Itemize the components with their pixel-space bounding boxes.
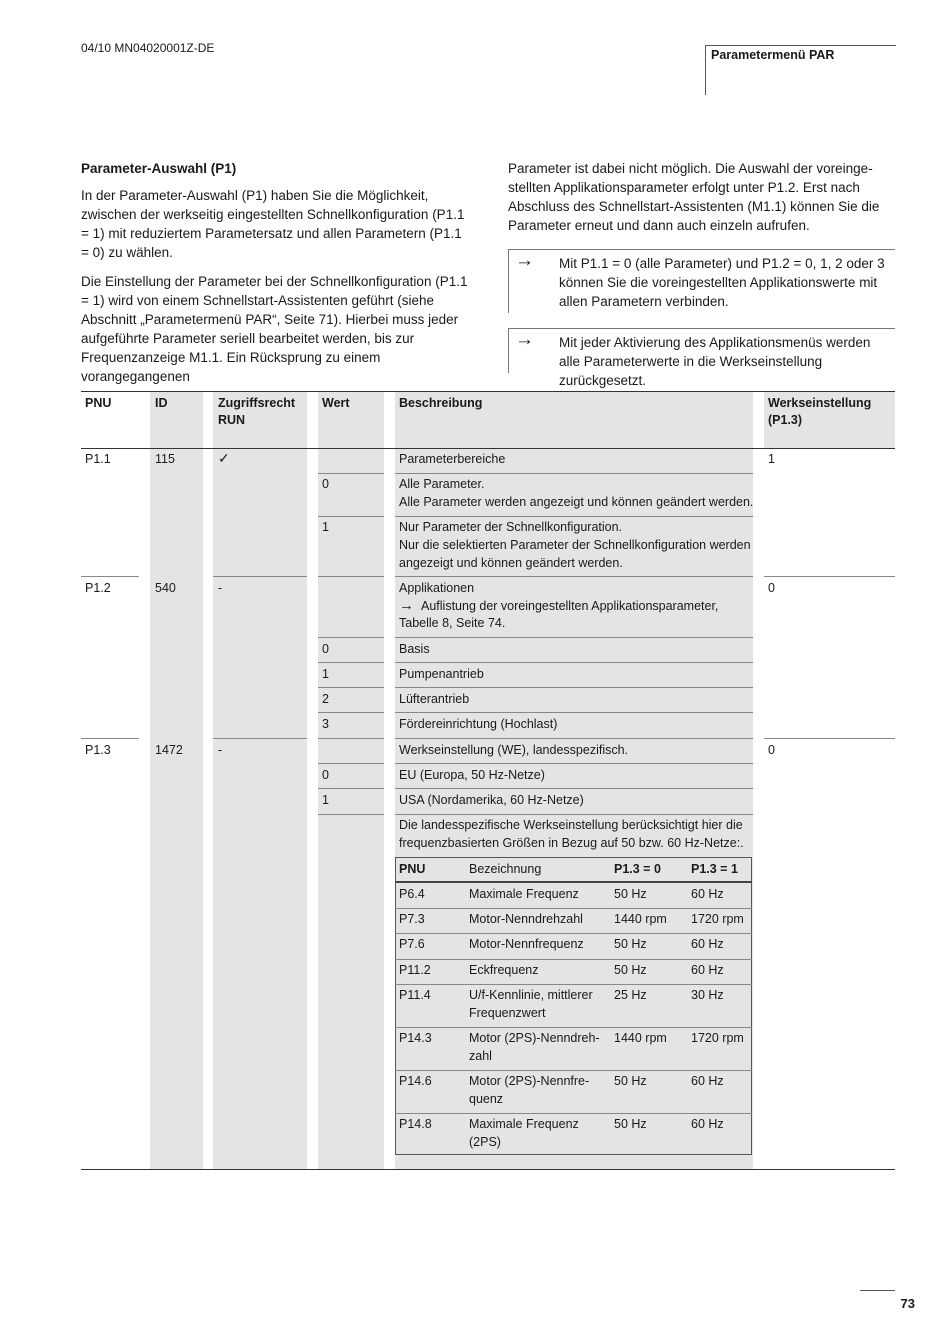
inner-cell-v0: 50 Hz — [614, 937, 647, 951]
description-cell: Fördereinrichtung (Hochlast) — [399, 717, 558, 731]
note-text: Mit P1.1 = 0 (alle Parameter) und P1.2 = 0, 1, 2 oder 3 können Sie die voreingestellten Applikationswerte mit allen Parametern verbinden. — [559, 256, 885, 309]
inner-row-divider — [395, 959, 752, 960]
value-cell: 1 — [322, 793, 329, 807]
inner-cell-v1: 60 Hz — [691, 887, 724, 901]
access-column-shade — [213, 392, 307, 1170]
id-cell: 540 — [155, 581, 176, 595]
row-divider — [764, 576, 895, 577]
inner-cell-name-b: Frequenzwert — [469, 1005, 546, 1020]
value-cell: 2 — [322, 692, 329, 706]
description-cell: Parameterbereiche — [399, 452, 506, 466]
arrow-icon: → — [399, 597, 414, 614]
inner-cell-pnu: P7.3 — [399, 912, 425, 926]
row-divider — [213, 738, 307, 739]
inner-cell-v0: 50 Hz — [614, 887, 647, 901]
inner-cell-pnu: P11.2 — [399, 963, 431, 977]
row-divider — [395, 576, 753, 577]
document-id: 04/10 MN04020001Z-DE — [81, 41, 215, 55]
row-divider — [395, 516, 753, 517]
inner-cell-v1: 60 Hz — [691, 1074, 724, 1088]
checkmark-icon: ✓ — [218, 450, 230, 466]
access-cell: - — [218, 743, 223, 757]
page-number-rule — [860, 1290, 895, 1291]
inner-cell-v1: 1720 rpm — [691, 912, 744, 926]
access-cell: - — [218, 581, 223, 595]
description-cell: Tabelle 8, Seite 74. — [399, 616, 506, 630]
arrow-icon: → — [515, 250, 534, 271]
inner-cell-pnu: P6.4 — [399, 887, 425, 901]
row-divider — [318, 788, 384, 789]
description-cell: Nur die selektierten Parameter der Schnellkonfiguration werden — [399, 538, 751, 552]
description-cell: EU (Europa, 50 Hz-Netze) — [399, 768, 545, 782]
inner-cell-v1: 30 Hz — [691, 988, 724, 1002]
inner-row-divider — [395, 908, 752, 909]
row-divider — [318, 662, 384, 663]
row-divider — [395, 662, 753, 663]
description-cell: Applikationen — [399, 581, 475, 595]
row-divider — [395, 687, 753, 688]
inner-cell-name-a: Maximale Frequenz — [469, 887, 579, 901]
inner-cell-name-b: (2PS) — [469, 1134, 501, 1149]
value-cell: 0 — [322, 642, 329, 656]
row-divider — [213, 576, 307, 577]
id-cell: 115 — [155, 452, 175, 466]
row-divider — [318, 814, 384, 815]
inner-cell-pnu: P14.8 — [399, 1117, 432, 1131]
inner-cell-v1: 60 Hz — [691, 1117, 724, 1131]
description-cell: Die landesspezifische Werkseinstellung berücksichtigt hier die — [399, 818, 743, 832]
row-divider — [81, 576, 139, 577]
inner-cell-name-a: Motor-Nennfrequenz — [469, 937, 584, 951]
row-divider — [395, 637, 753, 638]
col-header-default-sub: (P1.3) — [768, 413, 803, 427]
table-bottom-rule — [81, 1169, 895, 1170]
inner-col-header-name: Bezeichnung — [469, 862, 542, 876]
row-divider — [318, 576, 384, 577]
paragraph: Die Einstellung der Parameter bei der Schnellkonfiguration (P1.1 = 1) wird von einem Schnellstart-Assistenten geführt (siehe Abschnitt „Parametermenü PAR“, Seite 71). Hierbei muss jeder aufgeführte Parameter seriell bearbeitet werden, bis zur Frequenzanzeige M1.1. Ein Rücksprung zu einem vorangegangenen — [81, 274, 468, 384]
inner-cell-name-a: Motor-Nenndrehzahl — [469, 912, 583, 926]
row-divider — [395, 738, 753, 739]
description-cell: Alle Parameter. — [399, 477, 485, 491]
value-cell: 3 — [322, 717, 329, 731]
inner-cell-v0: 1440 rpm — [614, 912, 667, 926]
inner-row-divider — [395, 1070, 752, 1071]
left-column — [81, 159, 471, 396]
row-divider — [318, 687, 384, 688]
value-cell: 1 — [322, 520, 329, 534]
inner-cell-v0: 50 Hz — [614, 963, 647, 977]
row-divider — [395, 763, 753, 764]
inner-cell-v1: 60 Hz — [691, 937, 724, 951]
inner-cell-name-b: zahl — [469, 1048, 492, 1063]
note-box — [508, 328, 895, 388]
description-cell: Nur Parameter der Schnellkonfiguration. — [399, 520, 623, 534]
inner-cell-v0: 50 Hz — [614, 1074, 647, 1088]
row-divider — [395, 788, 753, 789]
inner-cell-v0: 50 Hz — [614, 1117, 647, 1131]
col-header-default: Werkseinstellung — [768, 396, 872, 410]
inner-row-divider — [395, 1113, 752, 1114]
pnu-cell: P1.1 — [85, 452, 111, 466]
row-divider — [318, 763, 384, 764]
note-text: Mit jeder Aktivierung des Applikationsmenüs werden alle Parameterwerte in die Werkseinstellung zurückgesetzt. — [559, 335, 871, 388]
row-divider — [81, 738, 139, 739]
description-cell: Werkseinstellung (WE), landesspezifisch. — [399, 743, 629, 757]
row-divider — [318, 738, 384, 739]
row-divider — [395, 712, 753, 713]
value-cell: 1 — [322, 667, 329, 681]
right-column — [508, 159, 888, 245]
inner-cell-name-a: Eckfrequenz — [469, 963, 539, 977]
inner-cell-name-a: Motor (2PS)-Nenndreh- — [469, 1031, 600, 1045]
section-header — [705, 45, 896, 95]
description-cell: angezeigt und können geändert werden. — [399, 556, 623, 570]
row-divider — [395, 814, 753, 815]
inner-col-header-pnu: PNU — [399, 862, 426, 876]
inner-cell-v0: 1440 rpm — [614, 1031, 667, 1045]
inner-header-rule — [395, 881, 752, 883]
description-cell: USA (Nordamerika, 60 Hz-Netze) — [399, 793, 584, 807]
description-cell: Auflistung der voreingestellten Applikationsparameter, — [421, 599, 719, 613]
section-heading: Parameter-Auswahl (P1) — [81, 161, 237, 176]
description-cell: frequenzbasierten Größen in Bezug auf 50 bzw. 60 Hz-Netze:. — [399, 836, 744, 850]
inner-cell-pnu: P14.6 — [399, 1074, 432, 1088]
arrow-icon: → — [515, 329, 534, 350]
inner-row-divider — [395, 984, 752, 985]
inner-row-divider — [395, 933, 752, 934]
pnu-cell: P1.2 — [85, 581, 111, 595]
inner-col-header-p13-0: P1.3 = 0 — [614, 862, 661, 876]
default-cell: 1 — [768, 452, 775, 466]
row-divider — [318, 473, 384, 474]
description-cell: Pumpenantrieb — [399, 667, 484, 681]
inner-cell-v1: 1720 rpm — [691, 1031, 744, 1045]
inner-row-divider — [395, 1027, 752, 1028]
page-number: 73 — [900, 1296, 915, 1311]
id-cell: 1472 — [155, 743, 183, 757]
description-cell: Lüfterantrieb — [399, 692, 470, 706]
inner-cell-pnu: P14.3 — [399, 1031, 432, 1045]
inner-cell-pnu: P11.4 — [399, 988, 431, 1002]
section-title: Parametermenü PAR — [711, 48, 835, 62]
col-header-access: Zugriffsrecht — [218, 396, 296, 410]
table-top-rule — [81, 391, 895, 392]
row-divider — [318, 516, 384, 517]
value-cell: 0 — [322, 768, 329, 782]
col-header-id: ID — [155, 396, 168, 410]
header-rule — [81, 448, 895, 449]
note-box — [508, 249, 895, 313]
row-divider — [395, 473, 753, 474]
col-header-pnu: PNU — [85, 396, 112, 410]
inner-col-header-p13-1: P1.3 = 1 — [691, 862, 738, 876]
description-cell: Basis — [399, 642, 430, 656]
value-cell: 0 — [322, 477, 329, 491]
inner-cell-pnu: P7.6 — [399, 937, 425, 951]
inner-cell-v1: 60 Hz — [691, 963, 724, 977]
id-column-shade — [150, 392, 203, 1170]
inner-cell-name-a: Maximale Frequenz — [469, 1117, 579, 1131]
paragraph: In der Parameter-Auswahl (P1) haben Sie die Möglichkeit, zwischen der werkseitig eingestellten Schnellkonfiguration (P1.1 = 1) mit reduziertem Parametersatz und allen Parametern (P1.1 = 0) zu wählen. — [81, 188, 465, 260]
row-divider — [318, 712, 384, 713]
default-cell: 0 — [768, 743, 775, 757]
inner-cell-name-a: Motor (2PS)-Nennfre- — [469, 1074, 590, 1088]
default-cell: 0 — [768, 581, 775, 595]
pnu-cell: P1.3 — [85, 743, 111, 757]
paragraph: Parameter ist dabei nicht möglich. Die Auswahl der voreingestellten Applikationsparameter erfolgt unter P1.2. Erst nach Abschluss des Schnellstart-Assistenten (M1.1) können Sie die Parameter erneut und dann auch einzeln aufrufen. — [508, 161, 880, 233]
inner-cell-v0: 25 Hz — [614, 988, 647, 1002]
row-divider — [318, 637, 384, 638]
row-divider — [764, 738, 895, 739]
col-header-description: Beschreibung — [399, 396, 483, 410]
inner-cell-name-b: quenz — [469, 1091, 504, 1106]
description-cell: Alle Parameter werden angezeigt und können geändert werden. — [399, 495, 754, 509]
col-header-value: Wert — [322, 396, 350, 410]
inner-cell-name-a: U/f-Kennlinie, mittlerer — [469, 988, 593, 1002]
col-header-access-run: RUN — [218, 413, 246, 427]
